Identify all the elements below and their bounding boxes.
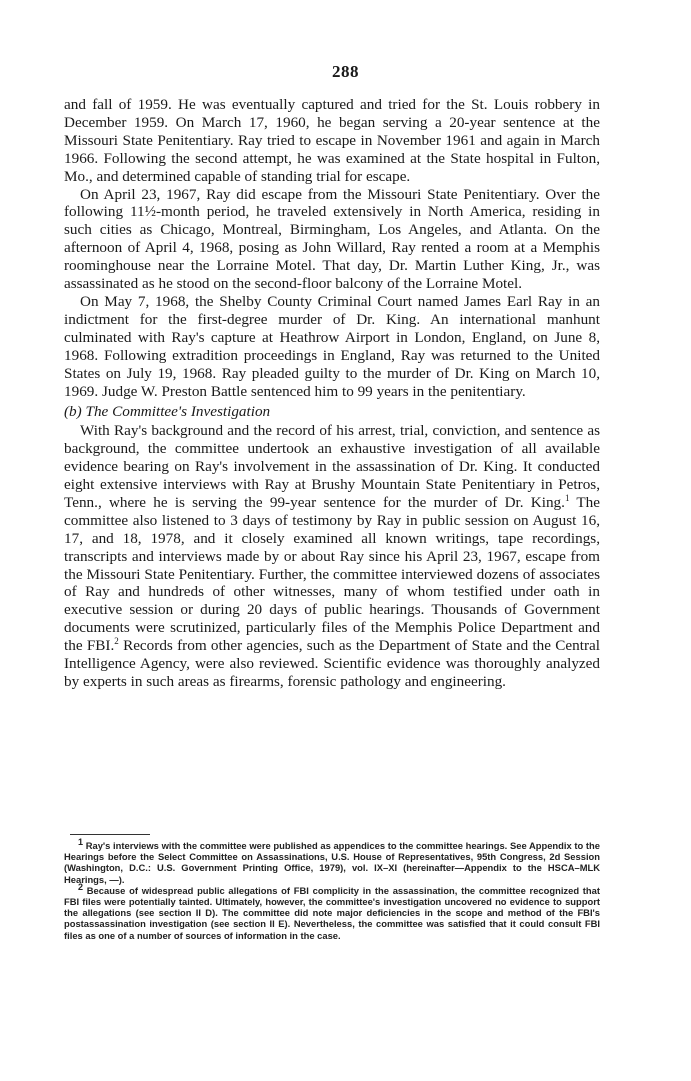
footnote-divider xyxy=(70,834,150,835)
page-number: 288 xyxy=(332,62,359,81)
paragraph-ray-background: and fall of 1959. He was eventually captured and tried for the St. Louis robbery in December 1959. On March 17, 1960, he began serving a 20-year sentence at the Missouri State Penitentiary. Ray tried to escape in November 1961 and again in March 1966. Following the second attempt, he was examined at the State hospital in Fulton, Mo., and determined capable of standing trial for escape. xyxy=(64,96,600,185)
footnote-text-1: Ray's interviews with the committee were published as appendices to the committee hearings. See Appendix to the Hearings before the Select Committee on Assassinations, U.S. House of Representatives, 95th Congress, 2d Session (Washington, D.C.: U.S. Government Printing Office, 1979), vol. IX–XI (hereinafter—Appendix to the HSCA–MLK Hearings, —). xyxy=(64,840,600,885)
footnote-marker-1: 1 xyxy=(78,836,84,847)
investigation-text-3: Records from other agencies, such as the Department of State and the Central Intelligence Agency, were also reviewed. Scientific evidence was thoroughly analyzed by experts in such areas as firearms, forensic pathology and engineering. xyxy=(64,637,600,690)
footnotes xyxy=(64,836,600,941)
footnote-marker-2: 2 xyxy=(78,881,84,892)
footnote-text-2: Because of widespread public allegations of FBI complicity in the assassination, the committee recognized that FBI files were potentially tainted. Ultimately, however, the committee's investigation uncovered no evidence to support the allegations (see section II D). The committee did note major deficiencies in the scope and method of the FBI's postassassination investigation (see section II E). Nevertheless, the committee was satisfied that it could consult FBI files as one of a number of sources of information in the case. xyxy=(64,884,600,941)
paragraph-investigation xyxy=(64,422,600,691)
investigation-text-1: With Ray's background and the record of his arrest, trial, conviction, and sentence as background, the committee undertook an exhaustive investigation of all available evidence bearing on Ray's involvement in the assassination of Dr. King. It conducted eight extensive interviews with Ray at Brushy Mountain State Penitentiary in Petros, Tenn., where he is serving the 99-year sentence for the murder of Dr. King. xyxy=(64,422,600,511)
section-title: The Committee's Investigation xyxy=(85,403,271,421)
paragraph-escape: On April 23, 1967, Ray did escape from the Missouri State Penitentiary. Over the following 11½-month period, he traveled extensively in North America, residing in such cities as Chicago, Montreal, Birmingham, Los Angeles, and Atlanta. On the afternoon of April 4, 1968, posing as John Willard, Ray rented a room at a Memphis roominghouse near the Lorraine Motel. That day, Dr. Martin Luther King, Jr., was assassinated as he stood on the second-floor balcony of the Lorraine Motel. xyxy=(64,185,600,293)
footnote-ref-1: 1 xyxy=(564,492,570,503)
paragraph-indictment: On May 7, 1968, the Shelby County Criminal Court named James Earl Ray in an indictment for the first-degree murder of Dr. King. An international manhunt culminated with Ray's capture at Heathrow Airport in London, England, on June 8, 1968. Following extradition proceedings in England, Ray was returned to the United States on July 19, 1968. Ray pleaded guilty to the murder of Dr. King on March 10, 1969. Judge W. Preston Battle sentenced him to 99 years in the penitentiary. xyxy=(64,292,600,400)
investigation-text-2: The committee also listened to 3 days of testimony by Ray in public session on August 16, 17, and 18, 1978, and it closely examined all known writings, tape recordings, transcripts and interviews made by or about Ray since his April 23, 1967, escape from the Missouri State Penitentiary. Further, the committee interviewed dozens of associates of Ray and hundreds of other witnesses, many of whom testified under oath in executive session or during 20 days of public hearings. Thousands of Government documents were scrutinized, particularly files of the Memphis Police Department and the FBI. xyxy=(64,493,601,655)
footnote-2 xyxy=(64,881,600,941)
body-text xyxy=(64,96,600,691)
footnote-1 xyxy=(64,836,600,885)
section-label: (b) xyxy=(64,403,82,421)
footnote-ref-2: 2 xyxy=(114,636,119,647)
section-heading xyxy=(64,403,600,421)
